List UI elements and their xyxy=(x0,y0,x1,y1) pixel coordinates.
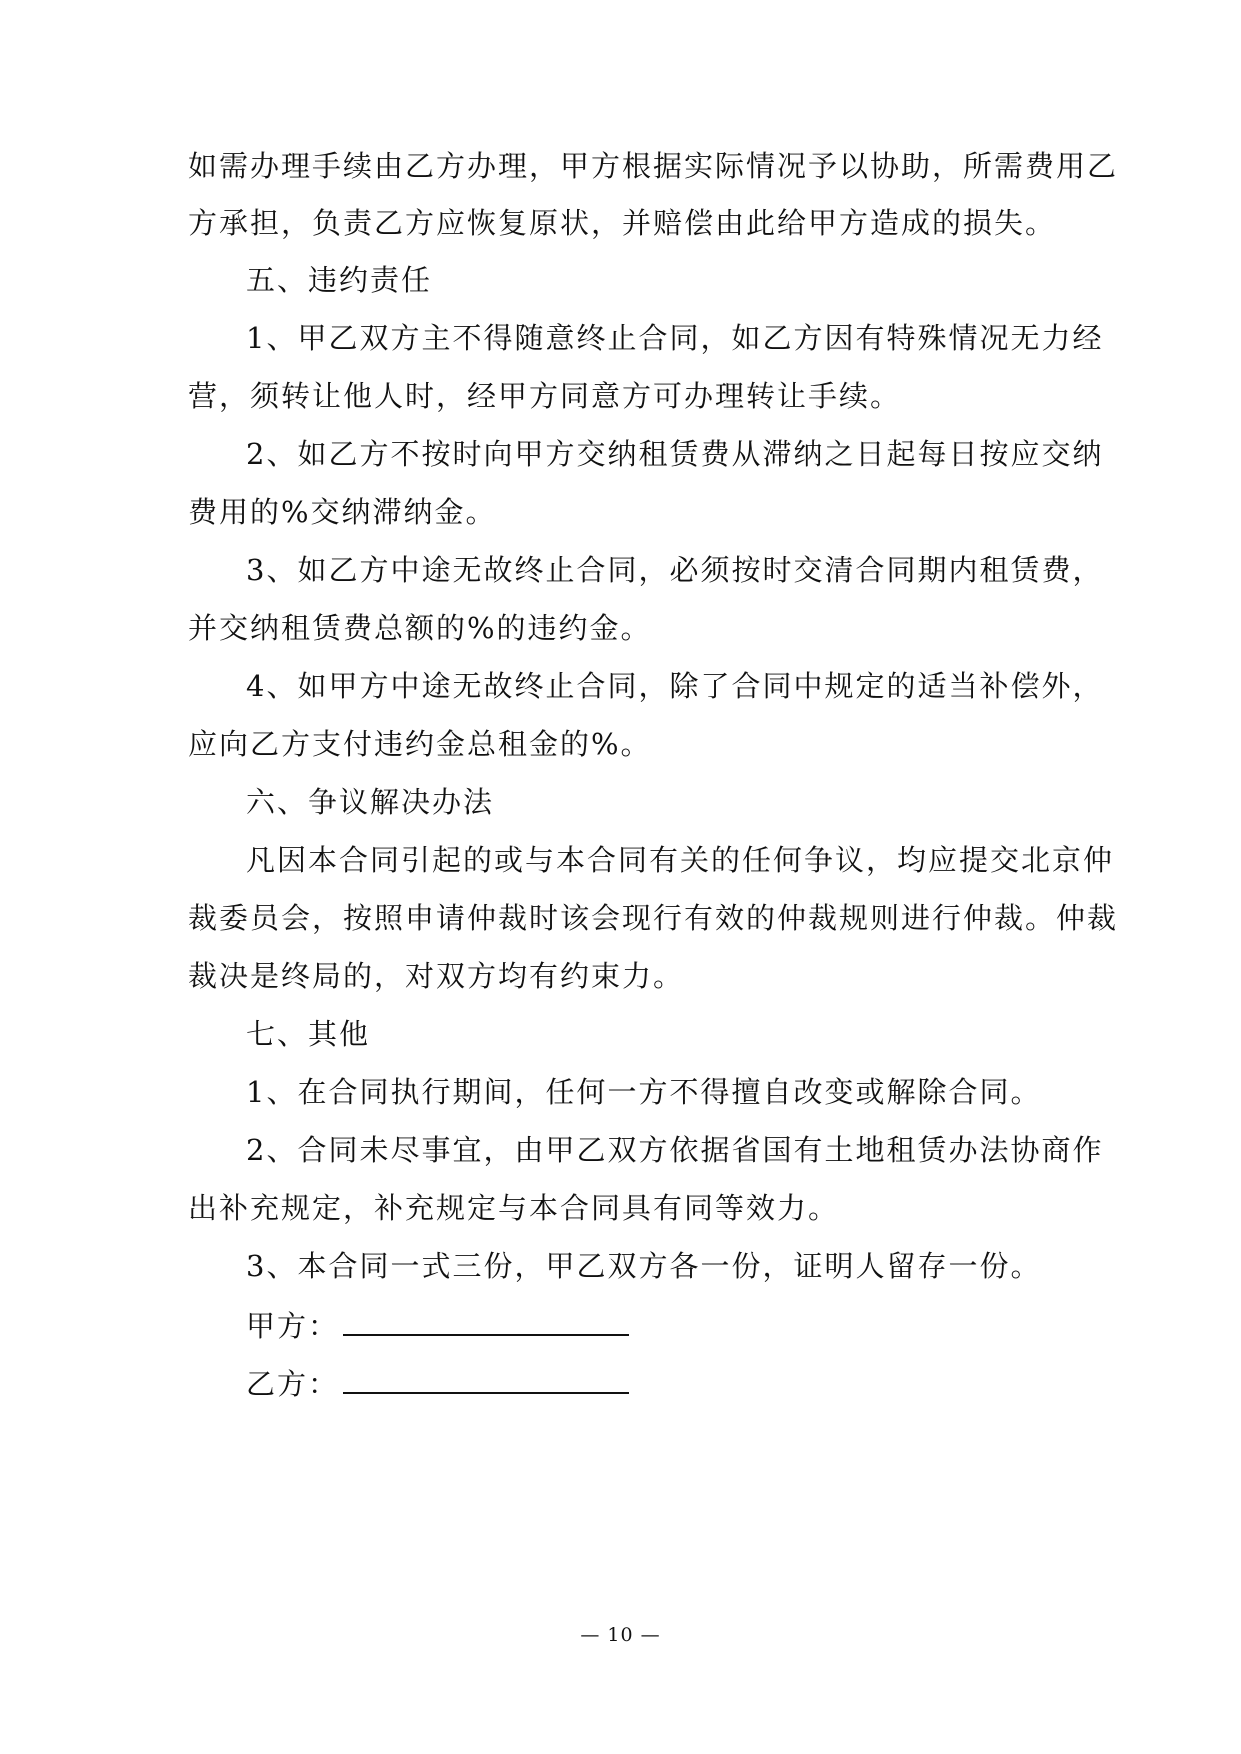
paragraph-line: 费用的%交纳滞纳金。 xyxy=(188,495,497,529)
paragraph-line: 方承担，负责乙方应恢复原状，并赔偿由此给甲方造成的损失。 xyxy=(188,206,1057,240)
paragraph-line: 1、在合同执行期间，任何一方不得擅自改变或解除合同。 xyxy=(246,1075,1042,1109)
paragraph-line: 应向乙方支付违约金总租金的%。 xyxy=(188,727,652,761)
paragraph-line: 2、合同未尽事宜，由甲乙双方依据省国有土地租赁办法协商作 xyxy=(246,1133,1104,1167)
paragraph-line: 3、如乙方中途无故终止合同，必须按时交清合同期内租赁费， xyxy=(246,553,1104,587)
paragraph-line: 裁决是终局的，对双方均有约束力。 xyxy=(188,959,685,993)
paragraph-line: 出补充规定，补充规定与本合同具有同等效力。 xyxy=(188,1191,840,1225)
section-heading: 七、其他 xyxy=(246,1017,371,1051)
party-b-signature-line xyxy=(246,1362,629,1404)
party-b-blank[interactable] xyxy=(343,1362,629,1394)
paragraph-line: 如需办理手续由乙方办理，甲方根据实际情况予以协助，所需费用乙 xyxy=(188,149,1119,183)
party-a-label: 甲方： xyxy=(246,1309,340,1343)
section-heading: 六、争议解决办法 xyxy=(246,785,495,819)
party-a-signature-line xyxy=(246,1304,629,1346)
paragraph-line: 2、如乙方不按时向甲方交纳租赁费从滞纳之日起每日按应交纳 xyxy=(246,437,1104,471)
paragraph-line: 4、如甲方中途无故终止合同，除了合同中规定的适当补偿外， xyxy=(246,669,1104,703)
party-b-label: 乙方： xyxy=(246,1367,340,1401)
paragraph-line: 1、甲乙双方主不得随意终止合同，如乙方因有特殊情况无力经 xyxy=(246,321,1104,355)
paragraph-line: 营，须转让他人时，经甲方同意方可办理转让手续。 xyxy=(188,379,902,413)
party-a-blank[interactable] xyxy=(343,1304,629,1336)
paragraph-line: 并交纳租赁费总额的%的违约金。 xyxy=(188,611,652,645)
paragraph-line: 凡因本合同引起的或与本合同有关的任何争议，均应提交北京仲 xyxy=(246,843,1115,877)
paragraph-line: 裁委员会，按照申请仲裁时该会现行有效的仲裁规则进行仲裁。仲裁 xyxy=(188,901,1119,935)
page-number: — 10 — xyxy=(580,1624,661,1646)
paragraph-line: 3、本合同一式三份，甲乙双方各一份，证明人留存一份。 xyxy=(246,1249,1042,1283)
section-heading: 五、违约责任 xyxy=(246,263,433,297)
